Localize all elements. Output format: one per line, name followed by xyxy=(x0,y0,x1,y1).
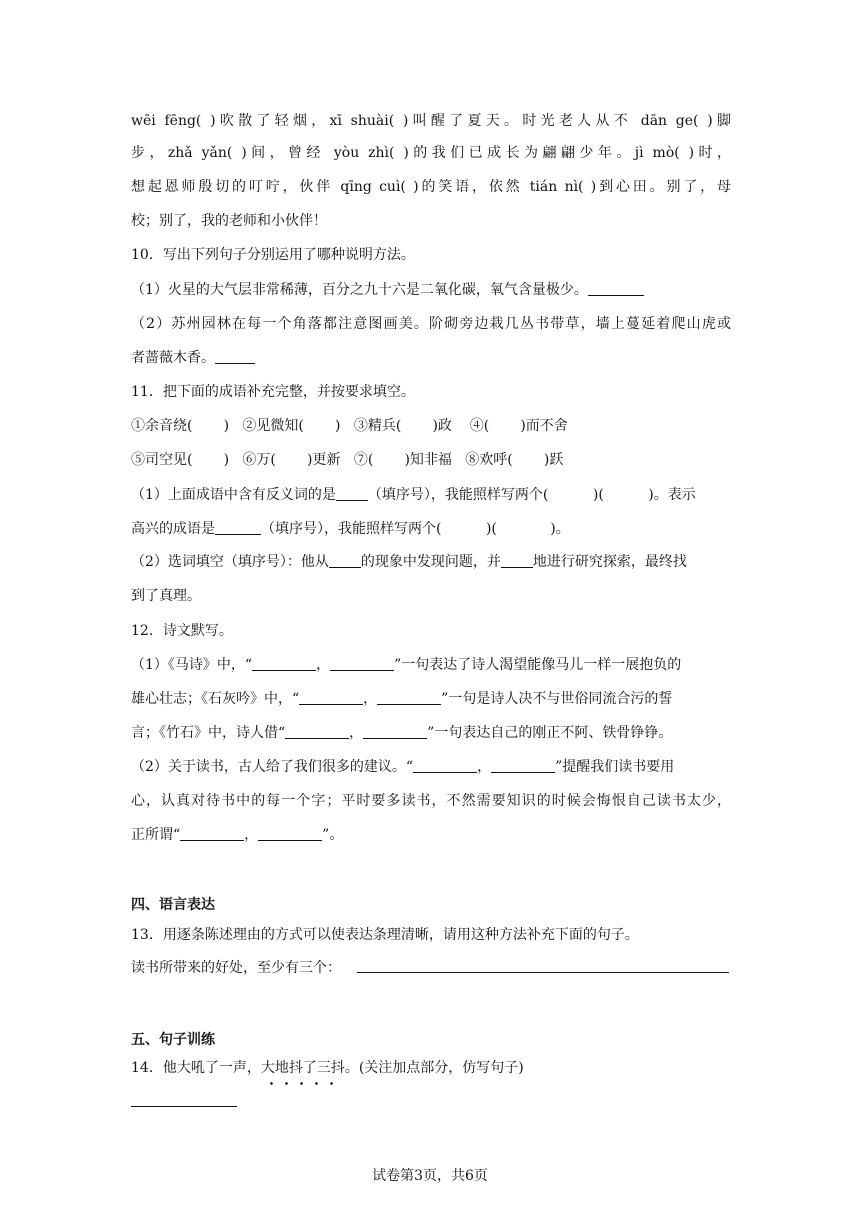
q9-paragraph-line-1: wēi fēng( )吹散了轻烟，xī shuài( )叫醒了夏天。时光老人从不 dān ge( )脚 xyxy=(131,113,731,129)
question-14-title: 14．他大吼了一声，大地抖了三抖 。(关注加点部分，仿写句子) xyxy=(131,1058,731,1078)
idiom-row-2: ⑤司空见( ) ⑥万( )更新 ⑦( )知非福 ⑧欢呼( )跃 xyxy=(131,452,564,468)
answer-blank[interactable] xyxy=(336,485,368,501)
emphasis-dots xyxy=(261,1082,345,1085)
answer-blank[interactable] xyxy=(377,689,441,705)
q9-paragraph-line-4: 校；别了，我的老师和小伙伴！ xyxy=(131,213,327,229)
q9-paragraph-line-3: 想起恩师殷切的叮咛，伙伴 qīng cuì( )的笑语，依然 tián nì( )到心田。别了，母 xyxy=(131,179,731,195)
answer-blank[interactable] xyxy=(357,972,729,973)
question-11-item-2-line-2: 到了真理。 xyxy=(131,588,201,604)
question-13-title: 13．用逐条陈述理由的方式可以使表达条理清晰，请用这种方法补充下面的句子。 xyxy=(131,927,639,943)
question-11-item-2-line-1: （2）选词填空（填序号）：他从 的现象中发现问题，并 地进行研究探索，最终找 xyxy=(131,554,687,570)
question-10-title: 10．写出下列句子分别运用了哪种说明方法。 xyxy=(131,247,415,263)
question-11-item-1-line-1: （1）上面成语中含有反义词的是 （填序号），我能照样写两个( )( )。表示 xyxy=(131,487,696,503)
question-12-item-1-line-2: 雄心壮志；《石灰吟》中，“ ， ”一句是诗人决不与世俗同流合污的誓 xyxy=(131,691,673,707)
section-4-heading: 四、语言表达 xyxy=(131,897,215,913)
question-12-item-2-line-1: （2）关于读书，古人给了我们很多的建议。“ ， ”提醒我们读书要用 xyxy=(131,759,675,775)
question-12-title: 12．诗文默写。 xyxy=(131,623,233,639)
question-12-item-1-line-3: 言；《竹石》中，诗人借“ ， ”一句表达自己的刚正不阿、铁骨铮铮。 xyxy=(131,725,673,741)
answer-blank[interactable] xyxy=(413,757,477,773)
question-13-answer-line: 读书所带来的好处，至少有三个： xyxy=(131,960,341,976)
answer-blank[interactable] xyxy=(491,757,555,773)
question-10-item-2-line-1: （2）苏州园林在每一个角落都注意图画美。阶砌旁边栽几丛书带草，墙上蔓延着爬山虎或 xyxy=(131,316,731,332)
idiom-row-1: ①余音绕( ) ②见微知( ) ③精兵( )政 ④( )而不舍 xyxy=(131,418,568,434)
answer-blank[interactable] xyxy=(215,348,255,364)
answer-blank[interactable] xyxy=(363,723,427,739)
answer-blank[interactable] xyxy=(252,655,316,671)
question-11-title: 11．把下面的成语补充完整，并按要求填空。 xyxy=(131,384,415,400)
answer-blank[interactable] xyxy=(180,825,244,841)
answer-blank[interactable] xyxy=(329,552,361,568)
question-11-item-1-line-2: 高兴的成语是 （填序号），我能照样写两个( )( )。 xyxy=(131,521,570,537)
question-10-item-2-line-2: 者蔷薇木香。 xyxy=(131,348,731,368)
q9-paragraph-line-2: 步，zhǎ yǎn( )间，曾经 yòu zhì( )的我们已成长为翩翩少年。jì mò( )时， xyxy=(131,145,731,161)
answer-blank[interactable] xyxy=(285,723,349,739)
answer-blank[interactable] xyxy=(258,825,322,841)
answer-blank[interactable] xyxy=(131,1106,237,1107)
answer-blank[interactable] xyxy=(299,689,363,705)
page-footer: 试卷第3页，共6页 xyxy=(372,1168,488,1184)
answer-blank[interactable] xyxy=(215,519,261,535)
answer-blank[interactable] xyxy=(588,280,644,296)
section-5-heading: 五、句子训练 xyxy=(131,1032,215,1048)
question-12-item-1-line-1: （1）《马诗》中，“ ， ”一句表达了诗人渴望能像马儿一样一展抱负的 xyxy=(131,657,682,673)
emphasized-phrase: 大地抖了三抖 xyxy=(261,1058,345,1078)
question-12-item-2-line-3: 正所谓“ ， ”。 xyxy=(131,827,344,843)
question-12-item-2-line-2: 心，认真对待书中的每一个字；平时要多读书，不然需要知识的时候会悔恨自己读书太少， xyxy=(131,793,731,809)
answer-blank[interactable] xyxy=(330,655,394,671)
question-10-item-1: （1）火星的大气层非常稀薄，百分之九十六是二氧化碳，氧气含量极少。 xyxy=(131,280,731,300)
answer-blank[interactable] xyxy=(501,552,533,568)
